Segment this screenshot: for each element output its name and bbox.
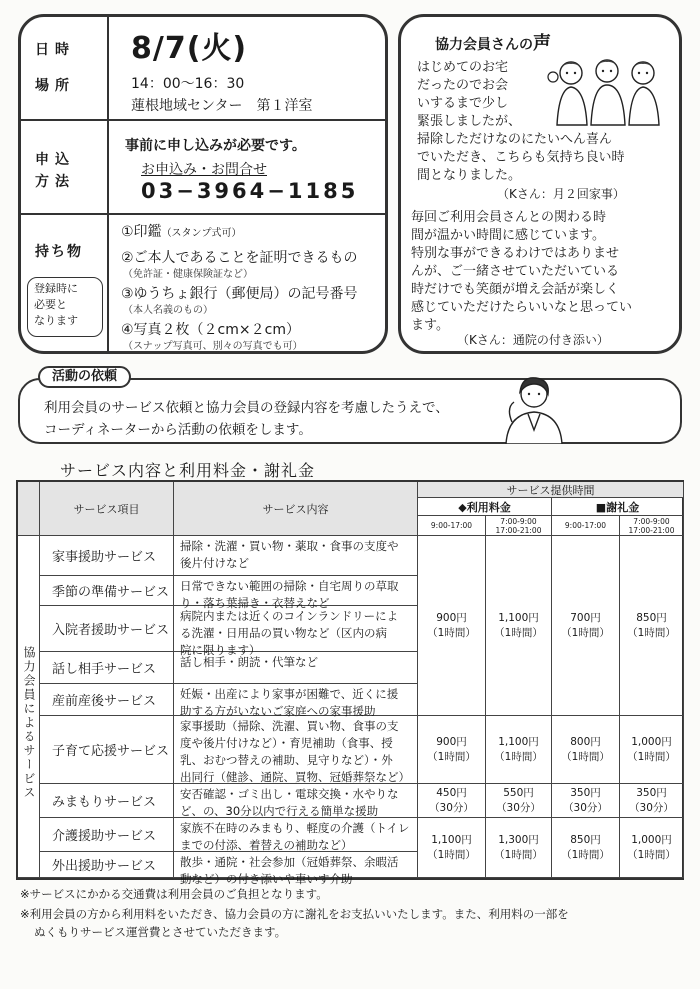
price-cell: 450円 （30分） — [418, 784, 486, 818]
side-label-cell — [18, 536, 40, 878]
price-cell: 800円 （1時間） — [552, 716, 620, 784]
price-cell: 850円 （1時間） — [620, 536, 684, 716]
service-description: 家事援助（掃除、洗濯、買い物、食事の支 度や後片付けなど）・育児補助（食事、授 乳、おむつ替えの補助、見守りなど）・外 出同行（健診、通院、買物、冠婚葬祭など） — [174, 716, 418, 784]
footnote-3: ぬくもりサービス運営費とさせていただきます。 — [34, 925, 287, 939]
col-header-content: サービス内容 — [174, 482, 418, 536]
item-3-note: （本人名義のもの） — [123, 305, 213, 316]
activity-line-2: コーディネーターから活動の依頼をします。 — [44, 422, 312, 438]
voice-title: 協力会員さんの声 — [435, 33, 551, 54]
service-name: 産前産後サービス — [40, 684, 174, 716]
time-slot-day: 9:00-17:00 — [552, 516, 620, 536]
col-header-item: サービス項目 — [40, 482, 174, 536]
item-4-note: （スナップ写真可、別々の写真でも可） — [123, 341, 303, 352]
col-header-reward: ■謝礼金 — [552, 498, 684, 516]
item-2-note: （免許証・健康保険証など） — [123, 269, 253, 280]
col-header-fee: ◆利用料金 — [418, 498, 552, 516]
price-cell: 350円 （30分） — [620, 784, 684, 818]
service-name: 介護援助サービス — [40, 818, 174, 852]
service-description: 家族不在時のみまもり、軽度の介護（トイレ までの付添、着替えの補助など） — [174, 818, 418, 852]
event-place: 蓮根地域センター 第１洋室 — [131, 98, 313, 114]
apply-note: 事前に申し込みが必要です。 — [125, 138, 306, 154]
price-cell: 350円 （30分） — [552, 784, 620, 818]
contact-phone: 03−3964−1185 — [141, 179, 359, 203]
service-name: 家事援助サービス — [40, 536, 174, 576]
three-women-illustration — [547, 55, 667, 127]
service-name: 季節の準備サービス — [40, 576, 174, 606]
price-cell: 550円 （30分） — [486, 784, 552, 818]
item-4: ④写真２枚（２cm×２cm） — [121, 322, 300, 338]
price-cell: 700円 （1時間） — [552, 536, 620, 716]
time-slot-day: 9:00-17:00 — [418, 516, 486, 536]
price-cell: 1,000円 （1時間） — [620, 716, 684, 784]
col-header-time: サービス提供時間 — [418, 482, 684, 498]
side-label: 協力会員によるサービス — [22, 646, 36, 800]
price-cell: 1,000円 （1時間） — [620, 818, 684, 878]
voice-para-2: 毎回ご利用会員さんとの関わる時 間が温かい時間に感じています。 特別な事ができるわけではありませ んが、ご一緒させていただいている 時だけでも笑顔が増え会話が楽しく 感じていただけたらいいなと思ってい ます。 — [411, 210, 633, 333]
apply-row — [21, 121, 385, 215]
service-name: 話し相手サービス — [40, 652, 174, 684]
place-label: 場所 — [35, 78, 75, 94]
service-name: みまもりサービス — [40, 784, 174, 818]
items-row — [21, 215, 385, 354]
datetime-row — [21, 17, 385, 121]
item-2: ②ご本人であることを証明できるもの — [121, 250, 358, 266]
time-slot-extra: 7:00-9:00 17:00-21:00 — [620, 516, 684, 536]
service-table-title: サービス内容と利用料金・謝礼金 — [60, 461, 316, 480]
event-info-box — [18, 14, 388, 354]
price-cell: 900円 （1時間） — [418, 536, 486, 716]
voice-sign-1: （Kさん：月２回家事） — [497, 187, 625, 201]
activity-line-1: 利用会員のサービス依頼と協力会員の登録内容を考慮したうえで、 — [44, 400, 449, 416]
items-label: 持ち物 — [35, 244, 83, 260]
contact-label: お申込み・お問合せ — [141, 162, 267, 178]
service-description: 散歩・通院・社会参加（冠婚葬祭、余暇活 動など）の付き添いや車いす介助 — [174, 852, 418, 878]
service-description: 妊娠・出産により家事が困難で、近くに援 助する方がいないご家庭への家事援助 — [174, 684, 418, 716]
price-cell: 1,100円 （1時間） — [486, 536, 552, 716]
service-name: 外出援助サービス — [40, 852, 174, 878]
service-description: 話し相手・朗読・代筆など — [174, 652, 418, 684]
event-date: 8/7(火) — [131, 31, 248, 66]
service-name: 子育て応援サービス — [40, 716, 174, 784]
datetime-label: 日時 — [35, 42, 75, 58]
service-description: 病院内または近くのコインランドリーによ る洗濯・日用品の買い物など（区内の病 院に限ります） — [174, 606, 418, 652]
service-name: 入院者援助サービス — [40, 606, 174, 652]
price-cell: 900円 （1時間） — [418, 716, 486, 784]
voice-para-1b: 掃除しただけなのにたいへん喜ん でいただき、こちらも気持ち良い時 間となりました。 — [417, 132, 625, 183]
price-cell: 1,300円 （1時間） — [486, 818, 552, 878]
activity-tab-label: 活動の依頼 — [38, 366, 131, 388]
voice-sign-2: （Kさん：通院の付き添い） — [457, 333, 609, 347]
need-note-box: 登録時に 必要と なります — [27, 277, 103, 337]
footnote-2: ※利用会員の方から利用料をいただき、協力会員の方に謝礼をお支払いいたします。また、利用料の一部を — [20, 907, 569, 921]
item-3: ③ゆうちょ銀行（郵便局）の記号番号 — [121, 286, 358, 302]
apply-label-2: 方法 — [35, 174, 75, 190]
event-time: 14：00〜16：30 — [131, 76, 245, 92]
service-description: 日常できない範囲の掃除・自宅周りの草取 り・落ち葉掃き・衣替えなど — [174, 576, 418, 606]
coordinator-illustration — [498, 372, 568, 444]
apply-label-1: 申込 — [35, 152, 75, 168]
voice-para-1a: はじめてのお宅 だったのでお会 いするまで少し 緊張しましたが、 — [417, 60, 522, 129]
footnote-1: ※サービスにかかる交通費は利用会員のご負担となります。 — [20, 887, 328, 901]
member-voice-box — [398, 14, 682, 354]
price-cell: 1,100円 （1時間） — [418, 818, 486, 878]
service-table — [16, 480, 684, 886]
price-cell: 1,100円 （1時間） — [486, 716, 552, 784]
time-slot-extra: 7:00-9:00 17:00-21:00 — [486, 516, 552, 536]
price-cell: 850円 （1時間） — [552, 818, 620, 878]
service-description: 安否確認・ゴミ出し・電球交換・水やりな ど、の、30分以内で行える簡単な援助 — [174, 784, 418, 818]
item-1: ①印鑑（スタンプ式可） — [121, 224, 242, 240]
service-description: 掃除・洗濯・買い物・薬取・食事の支度や 後片付けなど — [174, 536, 418, 576]
